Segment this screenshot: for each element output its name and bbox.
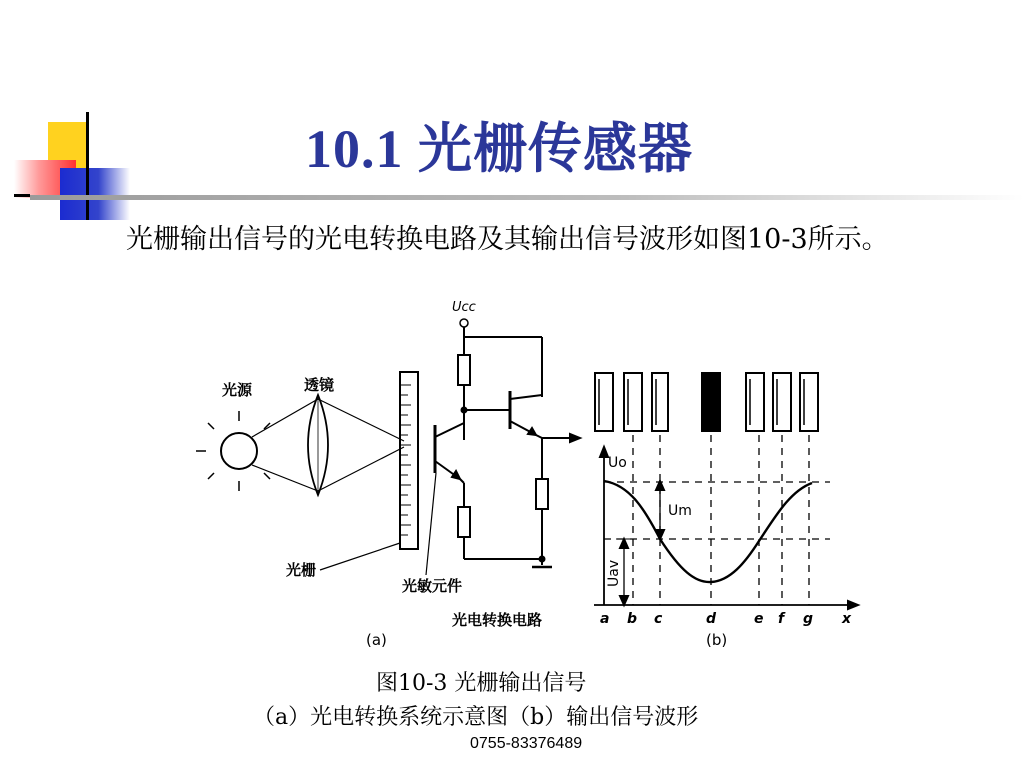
tick-x: x bbox=[842, 611, 852, 627]
label-part-a: (a) bbox=[366, 631, 387, 649]
label-uo: Uo bbox=[608, 455, 627, 471]
output-waveform bbox=[604, 481, 812, 582]
label-photo-element: 光敏元件 bbox=[402, 577, 463, 595]
dashed-guides bbox=[604, 435, 830, 605]
label-ucc: Ucc bbox=[452, 300, 476, 315]
deco-horizontal-line bbox=[14, 194, 30, 197]
tick-g: g bbox=[803, 611, 814, 627]
tick-d: d bbox=[706, 611, 717, 627]
light-source-circle bbox=[221, 433, 257, 469]
figure-caption-title: 图10-3 光栅输出信号 bbox=[376, 671, 587, 696]
tick-a: a bbox=[600, 611, 610, 627]
label-part-b: (b) bbox=[706, 631, 728, 649]
grating-ticks bbox=[400, 385, 411, 535]
tick-e: e bbox=[754, 611, 764, 627]
axis-tick-labels bbox=[600, 611, 852, 627]
label-lens: 透镜 bbox=[304, 376, 335, 394]
grating-ruler bbox=[400, 372, 418, 549]
light-rays bbox=[196, 411, 270, 491]
phone-number: 0755-83376489 bbox=[470, 735, 583, 752]
tick-b: b bbox=[627, 611, 638, 627]
deco-vertical-line bbox=[86, 112, 89, 220]
deco-blue-block bbox=[60, 168, 130, 220]
grating-slits bbox=[595, 373, 818, 431]
label-um: Um bbox=[668, 503, 692, 519]
body-paragraph bbox=[96, 218, 991, 262]
tick-c: c bbox=[654, 611, 663, 627]
figure-caption-subtitle: （a）光电转换系统示意图（b）输出信号波形 bbox=[253, 705, 699, 730]
tick-f: f bbox=[778, 611, 785, 627]
label-uav: Uav bbox=[606, 559, 622, 587]
title-underline bbox=[30, 195, 1024, 200]
body-paragraph-text: 光栅输出信号的光电转换电路及其输出信号波形如图10-3所示。 bbox=[126, 224, 889, 255]
label-circuit: 光电转换电路 bbox=[452, 611, 543, 629]
label-light-source: 光源 bbox=[222, 381, 253, 399]
label-grating: 光栅 bbox=[286, 561, 317, 579]
figure-10-3 bbox=[190, 295, 870, 655]
slide-title: 10.1 光栅传感器 bbox=[305, 119, 693, 179]
